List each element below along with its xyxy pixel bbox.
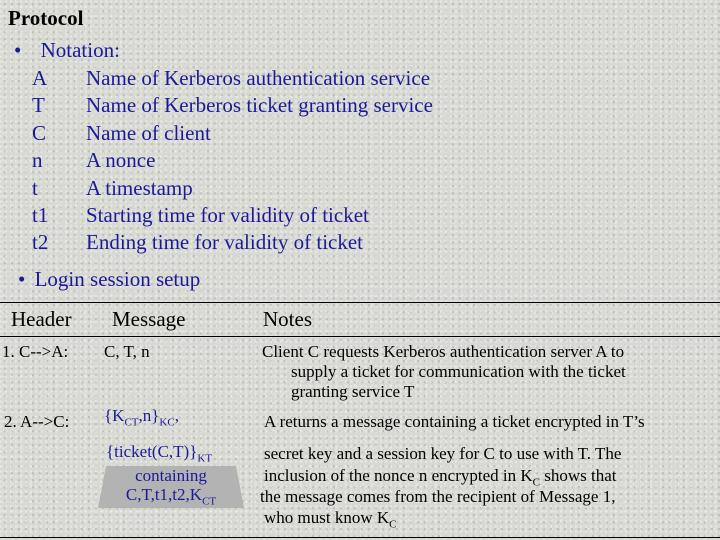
bullet-glyph: • xyxy=(14,38,22,62)
bullet-notation xyxy=(14,38,120,63)
notation-symbol: t1 xyxy=(32,203,49,227)
msg-subscript: CT xyxy=(124,416,139,429)
notation-description: Name of Kerberos authentication service xyxy=(86,66,431,90)
msg-text: ,n} xyxy=(138,406,160,425)
row1-header: 1. C-->A: xyxy=(2,342,69,361)
row1-message: C, T, n xyxy=(104,342,150,361)
table-header-rule xyxy=(0,336,720,337)
msg-text: , xyxy=(174,406,179,425)
row1-notes-line: Client C requests Kerberos authentication server A to xyxy=(262,342,625,361)
notation-symbol: T xyxy=(32,93,45,117)
notation-description: Ending time for validity of ticket xyxy=(86,230,364,254)
notation-description: A nonce xyxy=(86,148,156,172)
bullet-glyph: • xyxy=(18,267,26,291)
slide-title: Protocol xyxy=(8,6,84,30)
row2-header: 2. A-->C: xyxy=(4,412,70,431)
table-top-rule xyxy=(0,302,720,303)
notation-symbol: t2 xyxy=(32,230,49,254)
column-header-message: Message xyxy=(112,307,186,331)
notes-text: who must know K xyxy=(264,508,390,527)
msg-text: {ticket(C,T)} xyxy=(106,442,198,461)
row2-notes-line xyxy=(264,508,621,534)
notation-symbol: C xyxy=(32,121,47,145)
ticket-contents-box xyxy=(98,466,244,508)
msg-text: {K xyxy=(104,406,125,425)
table-bottom-rule xyxy=(0,537,720,538)
notes-subscript: C xyxy=(389,518,397,531)
ticket-box-subscript: CT xyxy=(202,495,217,508)
row2-notes-line xyxy=(264,466,621,487)
notation-description: A timestamp xyxy=(86,176,193,200)
row1-notes-line: supply a ticket for communication with the ticket xyxy=(291,362,626,381)
ticket-box-line: containing xyxy=(135,466,207,485)
notation-symbol: n xyxy=(32,148,43,172)
row2-message-session-key xyxy=(104,406,179,428)
row2-notes-line: A returns a message containing a ticket encrypted in T’s xyxy=(264,412,645,431)
column-header-notes: Notes xyxy=(263,307,312,331)
notes-text: inclusion of the nonce n encrypted in K xyxy=(264,466,533,485)
ticket-box-line xyxy=(98,485,244,511)
row1-notes-line: granting service T xyxy=(291,382,415,401)
notation-symbol: A xyxy=(32,66,48,90)
row1-notes xyxy=(262,342,626,402)
notes-text: shows that xyxy=(539,466,617,485)
row2-notes-line: the message comes from the recipient of Message 1, xyxy=(260,487,616,506)
row2-message-ticket xyxy=(106,442,212,464)
notation-description: Starting time for validity of ticket xyxy=(86,203,369,227)
bullet-login-session xyxy=(18,267,200,292)
row2-notes xyxy=(260,444,622,534)
notation-heading: Notation: xyxy=(40,38,120,62)
notes-subscript: C xyxy=(532,476,540,489)
msg-subscript: KT xyxy=(197,452,213,465)
msg-subscript: KC xyxy=(159,416,175,429)
notation-description: Name of client xyxy=(86,121,211,145)
ticket-box-text: C,T,t1,t2,K xyxy=(125,485,203,504)
row2-notes-line: secret key and a session key for C to use with T. The xyxy=(264,444,622,463)
login-heading: Login session setup xyxy=(34,267,201,291)
notation-description: Name of Kerberos ticket granting service xyxy=(86,93,433,117)
notation-symbol: t xyxy=(32,176,38,200)
column-header-header: Header xyxy=(11,307,72,331)
